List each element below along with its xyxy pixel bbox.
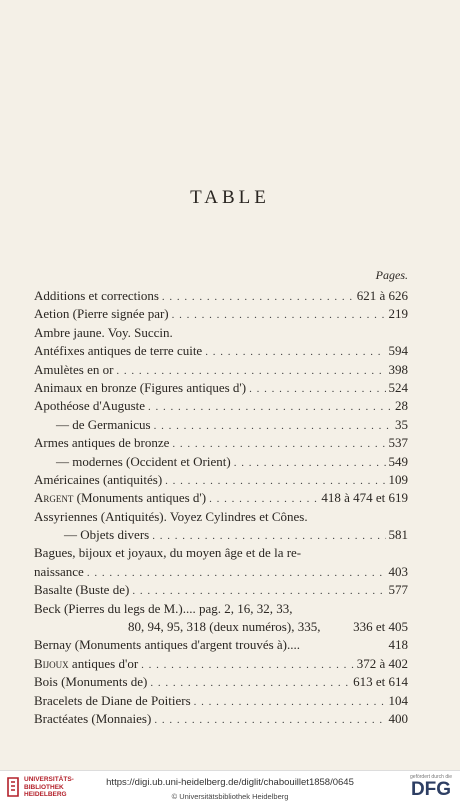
pages-column-label: Pages. xyxy=(375,268,408,282)
index-entry: Antéfixes antiques de terre cuite . . . 594 xyxy=(34,342,408,360)
index-entry: Bracelets de Diane de Poitiers . . . 104 xyxy=(34,692,408,710)
index-entry: — Objets divers . . . 581 xyxy=(34,526,408,544)
page-title: TABLE xyxy=(190,187,270,208)
permalink-url[interactable]: https://digi.ub.uni-heidelberg.de/diglit/chabouillet1858/0645 xyxy=(106,777,354,788)
index-entry: Bernay (Monuments antiques d'argent trouvés à).... 418 xyxy=(34,637,408,653)
index-entry: Amulètes en or . . . 398 xyxy=(34,361,408,379)
index-entry: Bois (Monuments de) . . . 613 et 614 xyxy=(34,673,408,691)
index-entry: Bractéates (Monnaies) . . . 400 xyxy=(34,710,408,728)
viewer-footer xyxy=(0,770,460,808)
ub-name-line2: BIBLIOTHEK xyxy=(24,783,64,791)
ub-name-line1: UNIVERSITÄTS- xyxy=(24,776,74,783)
funder-caption: gefördert durch die xyxy=(410,774,452,780)
index-entry: Armes antiques de bronze . . . 537 xyxy=(34,434,408,452)
copyright-notice: © Universitätsbibliothek Heidelberg xyxy=(171,792,289,801)
index-entry: Beck (Pierres du legs de M.).... pag. 2, 16, 32, 33, xyxy=(34,600,293,616)
index-entry: Bagues, bijoux et joyaux, du moyen âge et de la re- xyxy=(34,545,302,561)
index-entry: Assyriennes (Antiquités). Voyez Cylindres et Cônes. xyxy=(34,508,308,524)
index-entry: 80, 94, 95, 318 (deux numéros), 335, 336 et 405 xyxy=(128,619,408,635)
index-entry: Bijoux antiques d'or . . . 372 à 402 xyxy=(34,655,408,673)
index-entries xyxy=(34,287,408,728)
index-entry: naissance . . . 403 xyxy=(34,563,408,581)
index-entry: Aetion (Pierre signée par) . . . 219 xyxy=(34,305,408,323)
dfg-wordmark: DFG xyxy=(410,779,452,800)
ub-name-line3: HEIDELBERG xyxy=(24,791,67,798)
index-entry: Basalte (Buste de) . . . 577 xyxy=(34,581,408,599)
index-entry: Apothéose d'Auguste . . . 28 xyxy=(34,397,408,415)
dfg-logo[interactable] xyxy=(410,774,452,800)
index-entry: Ambre jaune. Voy. Succin. xyxy=(34,324,173,340)
index-entry: Additions et corrections . . . 621 à 626 xyxy=(34,287,408,305)
index-entry: Animaux en bronze (Figures antiques d') . . . 524 xyxy=(34,379,408,397)
index-entry: Américaines (antiquités) . . . 109 xyxy=(34,471,408,489)
index-entry: Argent (Monuments antiques d') . . . 418 à 474 et 619 xyxy=(34,489,408,507)
index-entry: — modernes (Occident et Orient) . . . 549 xyxy=(34,453,408,471)
index-entry: — de Germanicus . . . 35 xyxy=(34,416,408,434)
